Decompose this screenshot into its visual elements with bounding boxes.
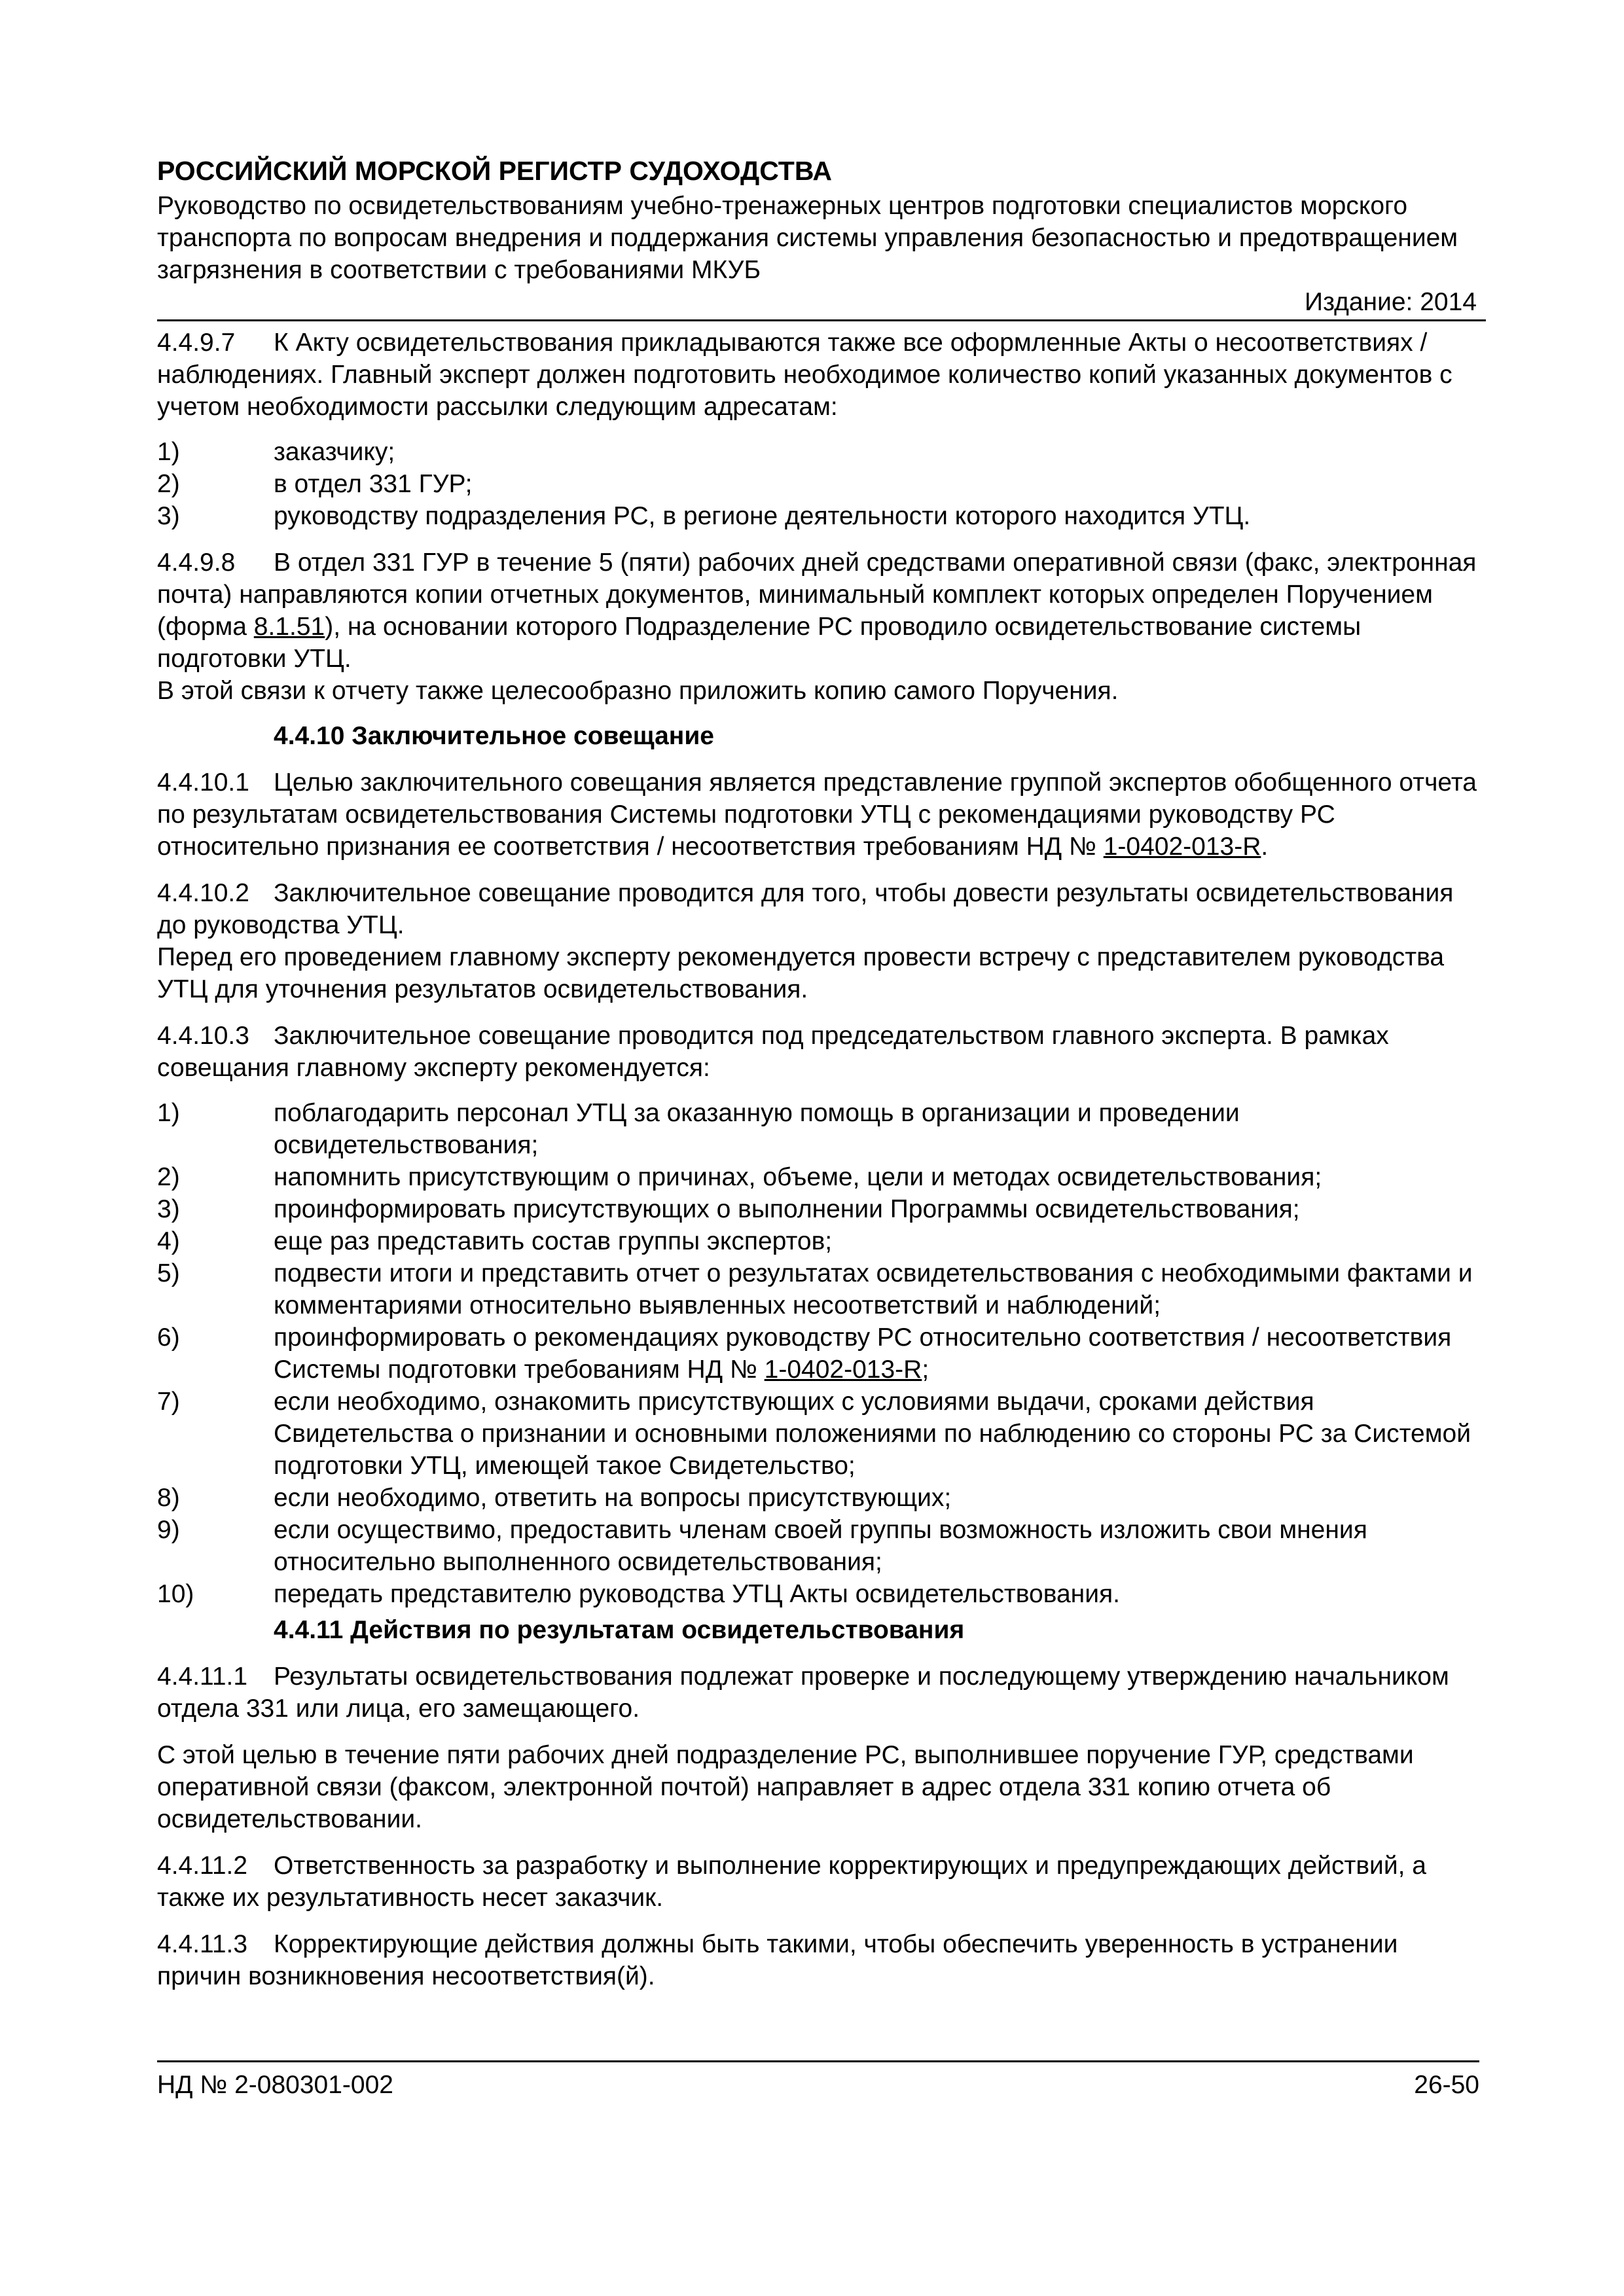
clause-number: 4.4.9.7: [157, 329, 236, 357]
clause-text: Ответственность за разработку и выполнение корректирующих и предупреждающих действий, а также их результативность несет заказчик.: [157, 1852, 1426, 1912]
paragraph-4-4-11-2: [157, 1850, 1486, 1914]
form-reference-link[interactable]: 8.1.51: [253, 613, 325, 641]
list-item-text: [274, 1321, 1486, 1386]
clause-text: Заключительное совещание проводится под председательством главного эксперта. В рамках совещания главному эксперту рекомендуется:: [157, 1022, 1389, 1082]
standard-reference-link[interactable]: 1-0402-013-R: [764, 1355, 922, 1384]
list-item-number: 1): [157, 1099, 180, 1127]
clause-text-end: .: [1261, 833, 1269, 861]
meeting-recommendations-list: [157, 1097, 1486, 1610]
list-item-text: подвести итоги и представить отчет о результатах освидетельствования с необходимыми фактами и комментариями относительно выявленных несоответствий и наблюдений;: [274, 1259, 1473, 1319]
clause-number: 4.4.9.8: [157, 548, 236, 577]
clause-text-cont: ), на основании которого Подразделение РС проводило освидетельствование системы подготовки УТЦ.: [157, 613, 1362, 673]
list-item-text: еще раз представить состав группы экспертов;: [274, 1227, 833, 1255]
list-item: [157, 436, 1486, 468]
list-item-number: 5): [157, 1259, 180, 1287]
list-item: [157, 1578, 1486, 1610]
list-item-number: 1): [157, 438, 180, 466]
paragraph-4-4-11-1: [157, 1660, 1486, 1725]
list-item-text: если необходимо, ознакомить присутствующих с условиями выдачи, сроками действия Свидетельства о признании и основными положениями по наблюдению со стороны РС за Системой подготовки УТЦ, имеющей такое Свидетельство;: [274, 1388, 1471, 1480]
list-item-text: поблагодарить персонал УТЦ за оказанную помощь в организации и проведении освидетельствования;: [274, 1099, 1240, 1159]
list-item-text: если осуществимо, предоставить членам своей группы возможность изложить свои мнения относительно выполненного освидетельствования;: [274, 1516, 1367, 1576]
list-item-text: заказчику;: [274, 438, 395, 466]
list-item: [157, 1386, 1486, 1482]
list-item-number: 3): [157, 1195, 180, 1223]
document-subtitle: Руководство по освидетельствованиям учебно-тренажерных центров подготовки специалистов морского транспорта по вопросам внедрения и поддержания системы управления безопасностью и предотвращением загрязнения в соответствии с требованиями МКУБ: [157, 192, 1458, 284]
list-item: [157, 1161, 1486, 1193]
list-item-text: проинформировать присутствующих о выполнении Программы освидетельствования;: [274, 1195, 1300, 1223]
recipients-list: [157, 436, 1486, 532]
list-item-number: 9): [157, 1516, 180, 1544]
list-item-number: 7): [157, 1388, 180, 1416]
paragraph-4-4-11-1-cont: С этой целью в течение пяти рабочих дней подразделение РС, выполнившее поручение ГУР, средствами оперативной связи (факсом, электронной почтой) направляет в адрес отдела 331 копию отчета об освидетельствовании.: [157, 1741, 1414, 1833]
clause-text: К Акту освидетельствования прикладываются также все оформленные Акты о несоответствиях / наблюдениях. Главный эксперт должен подготовить необходимое количество копий указанных документов с учетом необходимости рассылки следующим адресатам:: [157, 329, 1453, 421]
edition-label: Издание: 2014: [157, 286, 1486, 321]
paragraph-4-4-10-3: [157, 1020, 1486, 1084]
list-item-number: 2): [157, 1163, 180, 1191]
list-item-text-end: ;: [922, 1355, 929, 1384]
list-item: [157, 1321, 1486, 1386]
list-item: [157, 1257, 1486, 1321]
list-item-text: руководству подразделения РС, в регионе деятельности которого находится УТЦ.: [274, 502, 1251, 530]
clause-text: Заключительное совещание проводится для того, чтобы довести результаты освидетельствования до руководства УТЦ.: [157, 879, 1454, 939]
clause-number: 4.4.10.2: [157, 879, 249, 907]
clause-number: 4.4.11.3: [157, 1930, 248, 1958]
standard-reference-link[interactable]: 1-0402-013-R: [1103, 833, 1261, 861]
paragraph-4-4-9-7: [157, 327, 1486, 423]
list-item: [157, 500, 1486, 532]
list-item-text: напомнить присутствующим о причинах, объеме, цели и методах освидетельствования;: [274, 1163, 1322, 1191]
list-item-number: 6): [157, 1323, 180, 1352]
list-item-text: если необходимо, ответить на вопросы присутствующих;: [274, 1484, 952, 1512]
list-item: [157, 1514, 1486, 1578]
section-heading-4-4-10: 4.4.10 Заключительное совещание: [274, 722, 714, 750]
list-item-number: 2): [157, 470, 180, 498]
list-item: [157, 468, 1486, 500]
list-item-text: передать представителю руководства УТЦ Акты освидетельствования.: [274, 1580, 1120, 1608]
clause-number: 4.4.10.3: [157, 1022, 249, 1050]
clause-text-cont: Перед его проведением главному эксперту рекомендуется провести встречу с представителем руководства УТЦ для уточнения результатов освидетельствования.: [157, 943, 1445, 1003]
list-item-number: 8): [157, 1484, 180, 1512]
list-item-number: 4): [157, 1227, 180, 1255]
clause-number: 4.4.11.1: [157, 1662, 248, 1691]
clause-number: 4.4.11.2: [157, 1852, 248, 1880]
list-item-number: 10): [157, 1580, 194, 1608]
clause-text: Корректирующие действия должны быть такими, чтобы обеспечить уверенность в устранении причин возникновения несоответствия(й).: [157, 1930, 1398, 1990]
section-heading-4-4-11: 4.4.11 Действия по результатам освидетельствования: [274, 1616, 965, 1644]
organization-title: РОССИЙСКИЙ МОРСКОЙ РЕГИСТР СУДОХОДСТВА: [157, 156, 833, 186]
page-number: 26-50: [1414, 2071, 1479, 2099]
clause-text-note: В этой связи к отчету также целесообразно приложить копию самого Поручения.: [157, 677, 1119, 705]
list-item: [157, 1193, 1486, 1225]
paragraph-4-4-10-1: [157, 766, 1486, 863]
paragraph-4-4-11-3: [157, 1928, 1486, 1992]
list-item-number: 3): [157, 502, 180, 530]
paragraph-4-4-9-8: [157, 547, 1486, 707]
clause-text: Целью заключительного совещания является представление группой экспертов обобщенного отчета по результатам освидетельствования Системы подготовки УТЦ с рекомендациями руководству РС относительно признания ее соответствия / несоответствия требованиям НД №: [157, 768, 1477, 861]
document-number: НД № 2-080301-002: [157, 2071, 393, 2099]
list-item: [157, 1482, 1486, 1514]
document-page: [157, 154, 1486, 1992]
page-footer: [157, 2060, 1479, 2101]
list-item-text-part: проинформировать о рекомендациях руководству РС относительно соответствия / несоответствия Системы подготовки требованиям НД №: [274, 1323, 1452, 1384]
list-item: [157, 1097, 1486, 1161]
clause-text: В отдел 331 ГУР в течение 5 (пяти) рабочих дней средствами оперативной связи (факс, электронная почта) направляются копии отчетных документов, минимальный комплект которых определен Поручением (форма: [157, 548, 1477, 641]
list-item: [157, 1225, 1486, 1257]
clause-text: Результаты освидетельствования подлежат проверке и последующему утверждению начальником отдела 331 или лица, его замещающего.: [157, 1662, 1449, 1723]
paragraph-4-4-10-2: [157, 877, 1486, 1005]
list-item-text: в отдел 331 ГУР;: [274, 470, 473, 498]
clause-number: 4.4.10.1: [157, 768, 249, 797]
